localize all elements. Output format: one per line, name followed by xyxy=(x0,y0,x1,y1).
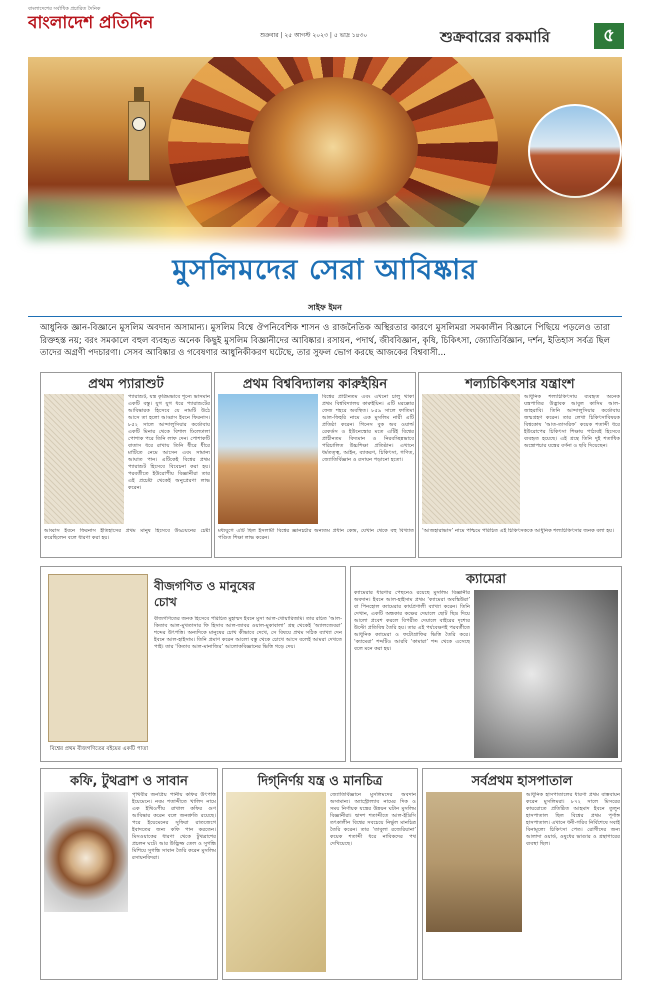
compass-text: জ্যোতির্বিজ্ঞানে মুসলিমদের অবদান অসামান্য। অ্যাস্ট্রোল্যাব নামের দিক ও সময় নির্ণায়ক যন্ত্রের উন্নয়ন ঘটান মুসলিম বিজ্ঞানীরা। দ্বাদশ শতাব্দীতে আল-ইদ্রিসি তৎকালীন বিশ্বের সবচেয়ে নির্ভুল মানচিত্র তৈরি করেন। তার ‘তাবুলা রজেরিয়ানা’ কয়েক শতাব্দী ধরে নাবিকদের পথ দেখিয়েছে। xyxy=(330,792,416,847)
parachute-title: প্রথম প্যারাশুট xyxy=(88,377,164,392)
surgery-footer: ‘আজহারাভাস’ নামে পশ্চিমে পরিচিত এই চিকিৎসককে আধুনিক শল্যচিকিৎসার জনক বলা হয়। xyxy=(422,528,614,534)
algebra-title: বীজগণিত ও মানুষের চোখ xyxy=(154,579,255,609)
algebra-text: বীজগণিতের জনক হিসেবে পরিচিত মুহাম্মদ ইবনে মুসা আল-খোয়ারিজমি। তার রচিত ‘আল-কিতাব আল-মুখতাসার ফি হিসাব আল-জাবর ওয়াল-মুকাবালা’ গ্রন্থ থেকেই ‘অ্যালজেবরা’ শব্দের উৎপত্তি। অন্যদিকে মানুষের চোখ কীভাবে দেখে, সে বিষয়ে প্রথম সঠিক ব্যাখ্যা দেন ইবনে আল-হাইসাম। তিনি প্রমাণ করেন আলো বস্তু থেকে চোখে আসে বলেই আমরা দেখতে পাই। তার ‘কিতাব আল-মানাজির’ আলোকবিজ্ঞানের ভিত্তি গড়ে দেয়। xyxy=(154,616,342,650)
section-rubric: শুক্রবারের রকমারি xyxy=(440,28,550,46)
university-footer: মধ্যযুগে এটি ছিল ইসলামী বিশ্বের জ্ঞানচর্চার অন্যতম প্রধান কেন্দ্র, যেখান থেকে বহু বিখ্যাত পণ্ডিত শিক্ষা লাভ করেন। xyxy=(218,528,414,541)
page-number: ৫ xyxy=(594,23,624,49)
surgery-sketch-image xyxy=(422,394,520,524)
compass-title: দিগ্‌নির্ণয় যন্ত্র ও মানচিত্র xyxy=(257,774,383,789)
coffee-title: কফি, টুথব্রাশ ও সাবান xyxy=(70,774,188,789)
intro-paragraph: আধুনিক জ্ঞান-বিজ্ঞানে মুসলিম অবদান অসামান্য। মুসলিম বিশ্বে ঔপনিবেশিক শাসন ও রাজনৈতিক অস্থিরতার কারণে মুসলিমরা সমকালীন বিজ্ঞানে পিছিয়ে পড়লেও তারা রিক্তহস্ত নয়; বরং সমকালে বহুল ব্যবহৃত অনেক কিছুই মুসলিম বিজ্ঞানীদের আবিষ্কার। রসায়ন, পদার্থ, জীববিজ্ঞান, কৃষি, চিকিৎসা, জ্যোতির্বিজ্ঞান, দর্শন, ইতিহাস সর্বত্র ছিল তাদের অগ্রণী পদচারণা। সেসব আবিষ্কার ও গবেষণার আধুনিকীকরণ ঘটেছে, তার সুফল ভোগ করছে আজকের বিশ্ববাসী... xyxy=(40,323,610,358)
parachute-text: প্যারাশুট, যন্ত্র কৃত্রিমভাবে শূন্যে ভাসমান একটি বস্তু। যুগ যুগ ধরে প্যারাশুটের আবিষ্কারক হিসেবে যে নামটি উঠে আসে তা হলো আব্বাস ইবনে ফিরনাস। ৮৫২ সালে আন্দালুসিয়ার কর্ডোবায় একটি মিনার থেকে বিশাল ঢিলেঢালা পোশাক পরে তিনি লাফ দেন। পোশাকটি বাতাস ধরে রাখায় তিনি ধীরে ধীরে মাটিতে নেমে আসেন এবং সামান্য আঘাত পান। এটিকেই বিশ্বের প্রথম প্যারাশুট হিসেবে বিবেচনা করা হয়। পরবর্তীতে ইউরোপীয় বিজ্ঞানীরা তার এই প্রচেষ্টা থেকেই অনুপ্রেরণা লাভ করেন। xyxy=(128,394,210,491)
hospital-title: সর্বপ্রথম হাসপাতাল xyxy=(471,774,573,789)
byline: সাইফ ইমন xyxy=(308,303,342,312)
camera-text: ক্যামেরার ধারণার পেছনেও রয়েছে মুসলিম বিজ্ঞানীর অবদান। ইবনে আল-হাইসাম প্রথম ‘ক্যামেরা অবস্কিউরা’ বা পিনহোল ক্যামেরার কার্যপ্রণালী ব্যাখ্যা করেন। তিনি দেখান, একটি অন্ধকার কক্ষের দেয়ালে ছোট ছিদ্র দিয়ে আলো প্রবেশ করলে বিপরীত দেয়ালে বাইরের দৃশ্যের উল্টো প্রতিবিম্ব তৈরি হয়। তার এই পর্যবেক্ষণই পরবর্তীতে আধুনিক ক্যামেরা ও ফটোগ্রাফির ভিত্তি তৈরি করে। ‘ক্যামেরা’ শব্দটিও আরবি ‘কামারা’ শব্দ থেকে এসেছে বলে মনে করা হয়। xyxy=(354,590,470,652)
surgery-text: আধুনিক শল্যচিকিৎসায় ব্যবহৃত অনেক যন্ত্রপাতির উদ্ভাবক আবুল কাসিম আল-জাহরাবি। তিনি আন্দালুসিয়ার কর্ডোবায় জন্মগ্রহণ করেন। তার লেখা চিকিৎসাবিষয়ক বিশ্বকোষ ‘আত-তাসরিফ’ কয়েক শতাব্দী ধরে ইউরোপের চিকিৎসা শিক্ষায় পাঠ্যবই হিসেবে ব্যবহৃত হয়েছে। এই গ্রন্থে তিনি দুই শতাধিক অস্ত্রোপচার যন্ত্রের বর্ণনা ও ছবি দিয়েছেন। xyxy=(524,394,620,449)
hospital-text: আধুনিক হাসপাতালের ধারণা প্রথম বাস্তবায়ন করেন মুসলিমরা। ৮৭২ সালে মিসরের কায়রোতে প্রতিষ্ঠিত আহমাদ ইবনে তুলুন হাসপাতাল ছিল বিশ্বের প্রথম পূর্ণাঙ্গ হাসপাতাল। এখানে ধনী-গরিব নির্বিশেষে সবাই বিনামূল্যে চিকিৎসা পেত। রোগীদের জন্য আলাদা ওয়ার্ড, ওষুধের ভাণ্ডার ও গ্রন্থাগারের ব্যবস্থা ছিল। xyxy=(526,792,620,847)
clock-face-icon xyxy=(132,117,146,131)
algebra-manuscript-image xyxy=(48,574,148,742)
hospital-photo xyxy=(426,792,522,932)
logo-tagline: বাংলাদেশের সর্বাধিক প্রচারিত দৈনিক xyxy=(28,6,101,12)
camera-obscura-image xyxy=(474,590,618,758)
camera-title: ক্যামেরা xyxy=(466,572,506,587)
color-splash-decoration xyxy=(28,200,622,240)
mosque-circle-image xyxy=(528,104,622,198)
parachute-footer: আব্বাস ইবনে ফিরনাস ইতিহাসের প্রথম মানুষ হিসেবে উড্ডয়নের চেষ্টা করেছিলেন বলে ধারণা করা হয়। xyxy=(44,528,210,541)
surgery-title: শল্যচিকিৎসার যন্ত্রাংশ xyxy=(465,377,575,392)
university-text: বিশ্বের প্রাচীনতম এবং এখনো চালু থাকা প্রথম বিশ্ববিদ্যালয় কারুইয়িন। এটি মরক্কোর ফেজ শহরে অবস্থিত। ৮৫৯ সালে ফাতিমা আল-ফিহরি নামে এক মুসলিম নারী এটি প্রতিষ্ঠা করেন। গিনেস বুক অব ওয়ার্ল্ড রেকর্ডস ও ইউনেস্কোর মতে এটিই বিশ্বের প্রাচীনতম বিদ্যমান ও নিরবচ্ছিন্নভাবে পরিচালিত উচ্চশিক্ষা প্রতিষ্ঠান। এখানে ধর্মতত্ত্ব, আইন, ব্যাকরণ, চিকিৎসা, গণিত, জ্যোতির্বিজ্ঞান ও রসায়ন পড়ানো হতো। xyxy=(322,394,414,463)
coffee-text: পৃথিবীর জনপ্রিয় পানীয় কফির উৎপত্তি ইয়েমেনে। নবম শতাব্দীতে খালিদ নামে এক ইথিওপীয় রাখাল কফির গুণ আবিষ্কার করেন বলে জনশ্রুতি রয়েছে। পরে ইয়েমেনের সুফিরা রাতজেগে ইবাদতের জন্য কফি পান করতেন। মিসওয়াকের ধারণা থেকে টুথব্রাশের প্রচলন ঘটে। আর উদ্ভিজ্জ তেল ও সুগন্ধি মিশিয়ে সুগন্ধি সাবান তৈরি করেন মুসলিম রসায়নবিদরা। xyxy=(132,792,216,861)
divider xyxy=(28,316,622,317)
coffee-cup-image xyxy=(44,792,128,912)
newspaper-logo[interactable]: বাংলাদেশ প্রতিদিন xyxy=(28,13,154,33)
dome-center-image xyxy=(248,77,418,217)
page-headline: মুসলিমদের সেরা আবিষ্কার xyxy=(172,253,478,286)
old-map-image xyxy=(226,792,326,972)
parachute-sketch-image xyxy=(44,394,124,524)
algebra-caption: বিশ্বের প্রথম বীজগণিতের বইয়ের একটি পাতা xyxy=(50,746,148,752)
university-photo xyxy=(218,394,318,524)
clock-tower-image xyxy=(128,101,150,181)
university-title: প্রথম বিশ্ববিদ্যালয় কারুইয়িন xyxy=(242,377,388,392)
issue-date: শুক্রবার | ২৫ আগস্ট ২০২৩ | ৫ ভাদ্র ১৪৩০ xyxy=(260,32,368,39)
